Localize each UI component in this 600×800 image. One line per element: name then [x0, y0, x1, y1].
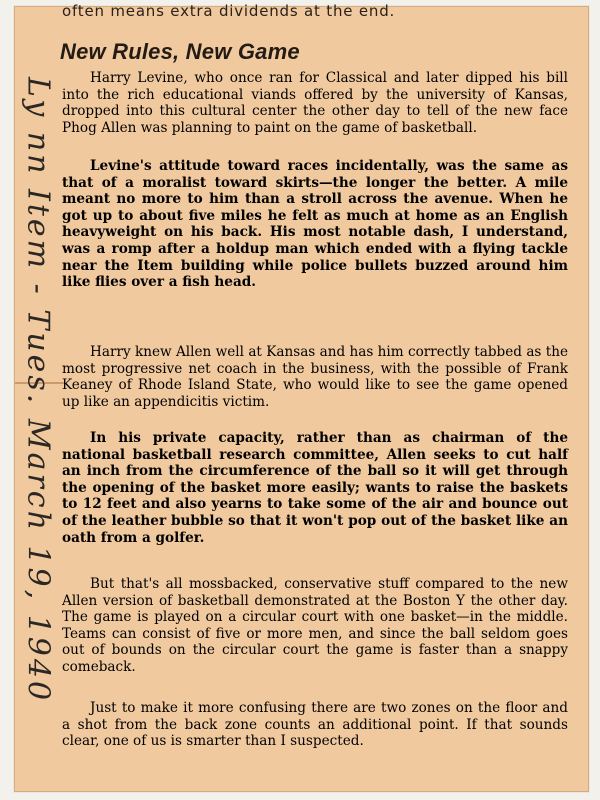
- article-headline: New Rules, New Game: [60, 39, 300, 64]
- paragraph-4: In his private capacity, rather than as chairman of the national basketball research committee, Allen seeks to cut half an inch from the circumference of the ball so it will get through the opening of the basket more easily; wants to raise the baskets to 12 feet and also yearns to take some of the air and bounce out of the leather bubble so that it won't pop out of the basket like an oath from a golfer.: [62, 430, 568, 546]
- handwritten-date-note: Ly nn Item - Tues. March 19, 1940: [20, 76, 56, 704]
- paragraph-5: But that's all mossbacked, conservative stuff compared to the new Allen version of basketball demonstrated at the Boston Y the other day. The game is played on a circular court with one basket—in the middle. Teams can consist of five or more men, and since the ball seldom goes out of bounds on the circular court the game is faster than a snappy comeback.: [62, 576, 568, 675]
- previous-article-last-line: often means extra dividends at the end.: [62, 2, 396, 16]
- paragraph-2: Levine's attitude toward races incidentally, was the same as that of a moralist toward skirts—the longer the better. A mile meant no more to him than a stroll across the avenue. When he got up to about five miles he felt as much at home as an English heavyweight on his back. His most notable dash, I understand, was a romp after a holdup man which ended with a flying tackle near the Item building while police bullets buzzed around him like flies over a fish head.: [62, 158, 568, 291]
- paragraph-1: Harry Levine, who once ran for Classical and later dipped his bill into the rich educational viands offered by the university of Kansas, dropped into this cultural center the other day to tell of the new face Phog Allen was planning to paint on the game of basketball.: [62, 70, 568, 136]
- paragraph-3: Harry knew Allen well at Kansas and has him correctly tabbed as the most progressive net coach in the business, with the possible of Frank Keaney of Rhode Island State, who would like to see the game opened up like an appendicitis victim.: [62, 344, 568, 410]
- paragraph-6: Just to make it more confusing there are two zones on the floor and a shot from the back zone counts an additional point. If that sounds clear, one of us is smarter than I suspected.: [62, 700, 568, 750]
